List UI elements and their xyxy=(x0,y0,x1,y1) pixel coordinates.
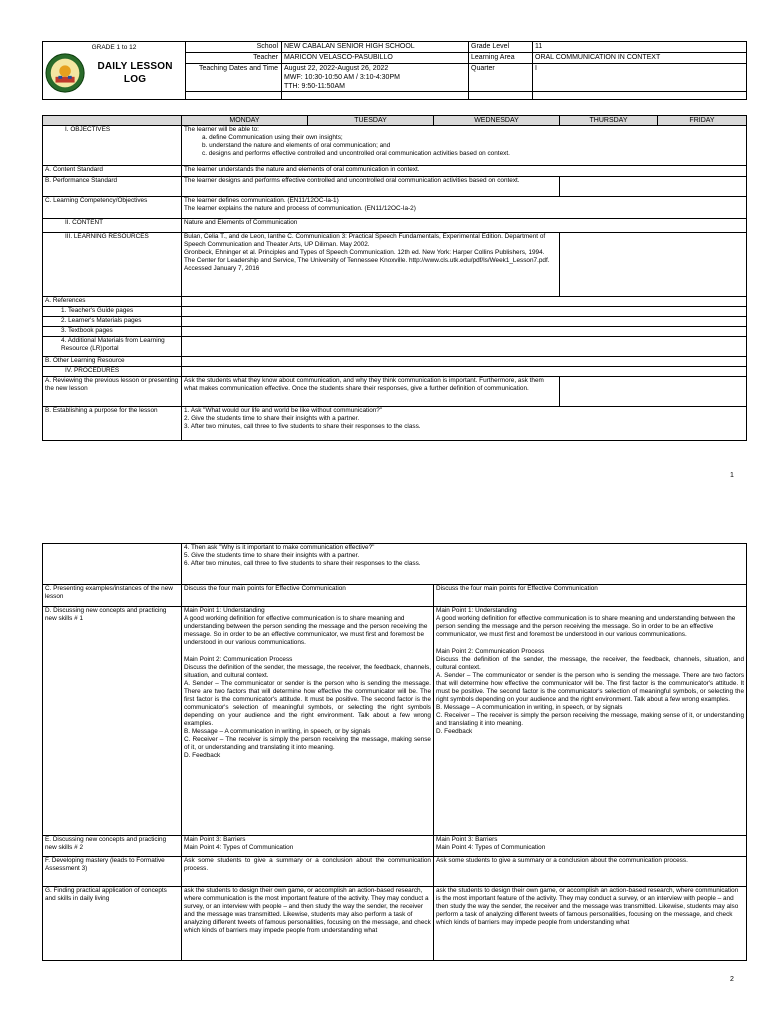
discussing2-monday xyxy=(182,836,434,857)
grade-range: GRADE 1 to 12 xyxy=(91,44,137,51)
empty-cell xyxy=(182,297,747,307)
main-point-text: B. Message – A communication in writing, in speech, or by signals xyxy=(184,728,371,735)
main-point-title: Main Point 1: Understanding xyxy=(184,607,265,614)
main-point-text: A good working definition for effective communication is to share meaning and understanding between the person sending the message and the person receiving the message. So in order to be an effective communicator, we must first and foremost be understood in our various communications. xyxy=(184,615,428,646)
empty-cell xyxy=(560,177,747,197)
grade-level-value: 11 xyxy=(533,42,747,53)
empty-cell xyxy=(560,377,747,407)
objectives-content xyxy=(182,126,747,166)
empty-cell xyxy=(182,337,747,357)
purpose-step: 4. Then ask "Why is it important to make communication effective?" xyxy=(184,544,375,551)
main-point-title: Main Point 4: Types of Communication xyxy=(184,844,294,851)
main-point-title: Main Point 3: Barriers xyxy=(184,836,246,843)
dates-spacer xyxy=(282,92,469,100)
document-title: DAILY LESSON LOG xyxy=(97,61,173,85)
discussing1-label: D. Discussing new concepts and practicing new skills # 1 xyxy=(43,607,182,836)
textbook-pages-label: 3. Textbook pages xyxy=(43,327,182,337)
dates-spacer xyxy=(533,92,747,100)
competency-label: C. Learning Competency/Objectives xyxy=(43,197,182,219)
review-label: A. Reviewing the previous lesson or presenting the new lesson xyxy=(43,377,182,407)
content-standard: The learner understands the nature and elements of oral communication in context. xyxy=(182,166,747,177)
references-label: A. References xyxy=(43,297,182,307)
empty-cell xyxy=(182,307,747,317)
dates-label: Teaching Dates and Time xyxy=(186,64,282,92)
school-label: School xyxy=(186,42,282,53)
main-point-title: Main Point 3: Barriers xyxy=(436,836,498,843)
empty-cell xyxy=(182,367,747,377)
additional-materials-label: 4. Additional Materials from Learning Resource (LR)portal xyxy=(43,337,182,357)
quarter-value: I xyxy=(533,64,747,92)
objective-item: c. designs and performs effective controlled and uncontrolled oral communication activities based on context. xyxy=(202,150,510,157)
competency-item: The learner defines communication. (EN11/12OC-Ia-1) xyxy=(184,197,339,204)
content-standard-label: A. Content Standard xyxy=(43,166,182,177)
objectives-intro: The learner will be able to: xyxy=(184,126,259,133)
learning-area-label: Learning Area xyxy=(469,53,533,64)
empty-cell xyxy=(182,327,747,337)
purpose-content xyxy=(182,407,747,441)
finding-tuesday: ask the students to design their own game, or accomplish an action-based research, where communication is the most important feature of the activity. They may conduct a survey, or an interview with people – and then study the way the sender, the receiver and the message was transmitted. Likewise, students may also perform a task of analyzing different tweets of famous personalities, focusing on the message, and check which kinds of barriers may impede people from understanding what xyxy=(434,887,747,961)
empty-cell xyxy=(43,544,182,585)
main-point-title: Main Point 2: Communication Process xyxy=(184,656,293,663)
empty-cell xyxy=(182,357,747,367)
objective-item: a. define Communication using their own insights; xyxy=(202,134,343,141)
day-header: MONDAY xyxy=(182,116,308,126)
purpose-continued xyxy=(182,544,747,585)
purpose-step: 5. Give the students time to share their insights with a partner. xyxy=(184,552,360,559)
day-header: FRIDAY xyxy=(658,116,747,126)
dates-line: MWF: 10:30-10:50 AM / 3:10-4:30PM xyxy=(284,74,400,81)
content-value: Nature and Elements of Communication xyxy=(182,219,747,233)
empty-cell xyxy=(182,317,747,327)
main-point-text: C. Receiver – The receiver is simply the person receiving the message, making sense of it, or understanding and translating it into meaning. xyxy=(436,712,745,727)
day-header: TUESDAY xyxy=(308,116,434,126)
quarter-label: Quarter xyxy=(469,64,533,92)
teacher-label: Teacher xyxy=(186,53,282,64)
school-value: NEW CABALAN SENIOR HIGH SCHOOL xyxy=(282,42,469,53)
procedures-label: IV. PROCEDURES xyxy=(43,367,182,377)
deped-seal-icon xyxy=(45,52,85,94)
page-number: 2 xyxy=(730,976,734,983)
teachers-guide-label: 1. Teacher's Guide pages xyxy=(43,307,182,317)
main-point-title: Main Point 2: Communication Process xyxy=(436,648,545,655)
discussing2-label: E. Discussing new concepts and practicing new skills # 2 xyxy=(43,836,182,857)
main-point-text: A good working definition for effective communication is to share meaning and understanding between the person sending the message and the person receiving the message. So in order to be an effective communicator, we must first and foremost be understood in our various communications. xyxy=(436,615,736,638)
mastery-tuesday: Ask some students to give a summary or a conclusion about the communication process. xyxy=(434,857,747,887)
purpose-step: 3. After two minutes, call three to five students to share their responses to the class. xyxy=(184,423,421,430)
page-number: 1 xyxy=(730,472,734,479)
main-point-title: Main Point 4: Types of Communication xyxy=(436,844,546,851)
discussing1-tuesday xyxy=(434,607,747,836)
header-table xyxy=(42,41,747,100)
day-header: WEDNESDAY xyxy=(434,116,560,126)
page2-table xyxy=(42,543,747,961)
purpose-step: 6. After two minutes, call three to five students to share their responses to the class. xyxy=(184,560,421,567)
page1-table xyxy=(42,115,747,441)
resources-label: III. LEARNING RESOURCES xyxy=(43,233,182,297)
main-point-text: A. Sender – The communicator or sender is the person who is sending the message. There are two factors that will determine how effective the communicator will be. The first factor is the communicator's attitude. It must be positive. The second factor is the communicator's selection of meaningful symbols, or selecting the right symbols depending on your audience and the right environment. Talk about a few wrong examples. xyxy=(184,680,431,727)
main-point-text: Discuss the definition of the sender, the message, the receiver, the feedback, channels, situation, and cultural context. xyxy=(436,656,745,671)
main-point-text: A. Sender – The communicator or sender is the person who is sending the message. There are two factors that will determine how effective the communicator will be. The first factor is the communicator's attitude. It must be positive. The second factor is the communicator's selection of meaningful symbols, or selecting the right symbols depending on your audience and the right environment. Talk about a few wrong examples. xyxy=(436,672,745,703)
day-header-empty xyxy=(43,116,182,126)
resource-item: The Center for Leadership and Service, The University of Tennessee Knoxville. http://www.cls.utk.edu/pdf/ls/Week1_Lesson7.pdf. Accessed January 7, 2016 xyxy=(184,257,550,272)
main-point-text: Discuss the definition of the sender, the message, the receiver, the feedback, channels, situation, and cultural context. xyxy=(184,664,431,679)
presenting-label: C. Presenting examples/instances of the new lesson xyxy=(43,585,182,607)
discussing2-tuesday xyxy=(434,836,747,857)
main-point-text: D. Feedback xyxy=(436,728,473,735)
main-point-title: Main Point 1: Understanding xyxy=(436,607,517,614)
content-label: II. CONTENT xyxy=(43,219,182,233)
review-content: Ask the students what they know about communication, and why they think communication is important. Furthermore, ask them what makes communication effective. Once the students share their responses, give a further definition of communication. xyxy=(182,377,560,407)
dates-line: TTH: 9:50-11:50AM xyxy=(284,83,345,90)
mastery-label: F. Developing mastery (leads to Formative Assessment 3) xyxy=(43,857,182,887)
discussing1-monday xyxy=(182,607,434,836)
teacher-value: MARICON VELASCO-PASUBILLO xyxy=(282,53,469,64)
performance-standard-label: B. Performance Standard xyxy=(43,177,182,197)
objective-item: b. understand the nature and elements of oral communication; and xyxy=(202,142,391,149)
dates-value xyxy=(282,64,469,92)
dates-spacer xyxy=(186,92,282,100)
resource-item: Bulan, Celia T., and de Leon, Ianthe C. Communication 3: Practical Speech Fundamentals, Experimental Edition. Department of Speech Communication and Theater Arts, UP Diliman. May 2002. xyxy=(184,233,546,248)
dates-spacer xyxy=(469,92,533,100)
mastery-monday: Ask some students to give a summary or a conclusion about the communication process. xyxy=(182,857,434,887)
grade-level-label: Grade Level xyxy=(469,42,533,53)
presenting-monday: Discuss the four main points for Effective Communication xyxy=(182,585,434,607)
other-resource-label: B. Other Learning Resource xyxy=(43,357,182,367)
resources-content xyxy=(182,233,560,297)
objectives-label: I. OBJECTIVES xyxy=(43,126,182,166)
learning-area-value: ORAL COMMUNICATION IN CONTEXT xyxy=(533,53,747,64)
main-point-text: B. Message – A communication in writing, in speech, or by signals xyxy=(436,704,623,711)
competency-content xyxy=(182,197,747,219)
main-point-text: C. Receiver – The receiver is simply the person receiving the message, making sense of it, or understanding and translating it into meaning. xyxy=(184,736,431,751)
day-header: THURSDAY xyxy=(560,116,658,126)
header-title-block xyxy=(43,42,186,100)
competency-item: The learner explains the nature and process of communication. (EN11/12OC-Ia-2) xyxy=(184,205,416,212)
finding-monday: ask the students to design their own game, or accomplish an action-based research, where communication is the most important feature of the activity. They may conduct a survey, or an interview with people – and then study the way the sender, the receiver and the message was transmitted. Likewise, students may also perform a task of analyzing different tweets of famous personalities, focusing on the message, and check which kinds of barriers may impede people from understanding what xyxy=(182,887,434,961)
main-point-text: D. Feedback xyxy=(184,752,221,759)
resource-item: Gronbeck, Ehninger et al. Principles and Types of Speech Communication. 12th ed. New York: Harper Collins Publishers, 1994. xyxy=(184,249,545,256)
presenting-tuesday: Discuss the four main points for Effective Communication xyxy=(434,585,747,607)
purpose-label: B. Establishing a purpose for the lesson xyxy=(43,407,182,441)
empty-cell xyxy=(560,233,747,297)
learners-materials-label: 2. Learner's Materials pages xyxy=(43,317,182,327)
finding-label: G. Finding practical application of concepts and skills in daily living xyxy=(43,887,182,961)
purpose-step: 2. Give the students time to share their insights with a partner. xyxy=(184,415,360,422)
dates-line: August 22, 2022-August 26, 2022 xyxy=(284,65,389,72)
purpose-step: 1. Ask "What would our life and world be like without communication?" xyxy=(184,407,383,414)
performance-standard: The learner designs and performs effective controlled and uncontrolled oral communication activities based on context. xyxy=(182,177,560,197)
